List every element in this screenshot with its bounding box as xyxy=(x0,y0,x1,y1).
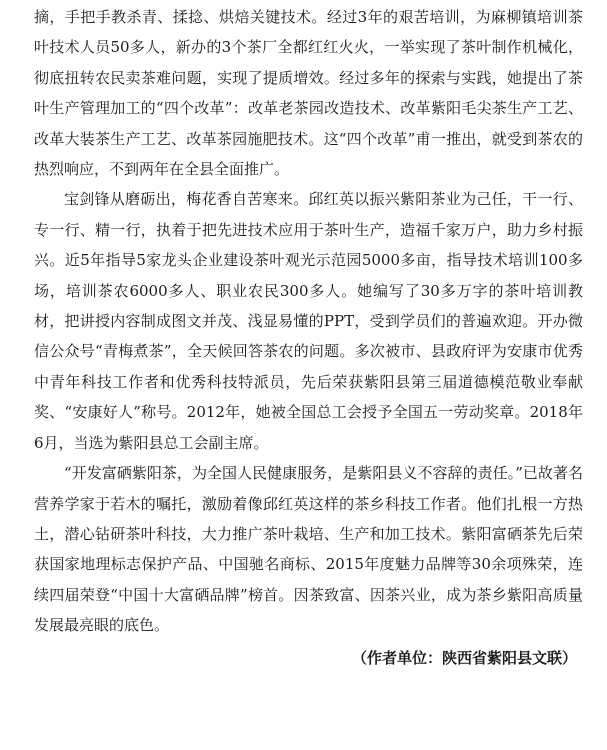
article-paragraph-2: 宝剑锋从磨砺出，梅花香自苦寒来。邱红英以振兴紫阳茶业为己任，干一行、专一行、精一行，执着于把先进技术应用于茶叶生产，造福千家万户，助力乡村振兴。近5年指导5家龙头企业建设茶叶观光示范园5000多亩，指导技术培训100多场，培训茶农6000多人、职业农民300多人。她编写了30多万字的茶叶培训教材，把讲授内容制成图文并茂、浅显易懂的PPT，受到学员们的普遍欢迎。开办微信公众号“青梅煮茶”，全天候回答茶农的问题。多次被市、县政府评为安康市优秀中青年科技工作者和优秀科技特派员，先后荣获紫阳县第三届道德模范敬业奉献奖、“安康好人”称号。2012年，她被全国总工会授予全国五一劳动奖章。2018年6月，当选为紫阳县总工会副主席。 xyxy=(34,190,583,452)
article-paragraph-1: 摘，手把手教杀青、揉捻、烘焙关键技术。经过3年的艰苦培训，为麻柳镇培训茶叶技术人员50多人，新办的3个茶厂全都红红火火，一举实现了茶叶制作机械化，彻底扭转农民卖茶难问题，实现了提质增效。经过多年的探索与实践，她提出了茶叶生产管理加工的“四个改革”：改革老茶园改造技术、改革紫阳毛尖茶生产工艺、改革大装茶生产工艺、改革茶园施肥技术。这“四个改革”甫一推出，就受到茶农的热烈响应，不到两年在全县全面推广。 xyxy=(34,8,583,179)
article-paragraph-3: “开发富硒紫阳茶，为全国人民健康服务，是紫阳县义不容辞的责任。”已故著名营养学家于若木的嘱托，激励着像邱红英这样的茶乡科技工作者。他们扎根一方热土，潜心钻研茶叶科技，大力推广茶叶栽培、生产和加工技术。紫阳富硒茶先后荣获国家地理标志保护产品、中国驰名商标、2015年度魅力品牌等30余项殊荣，连续四届荣登“中国十大富硒品牌”榜首。因茶致富、因茶兴业，成为茶乡紫阳高质量发展最亮眼的底色。 xyxy=(34,464,583,635)
author-byline: （作者单位：陕西省紫阳县文联） xyxy=(351,648,577,667)
